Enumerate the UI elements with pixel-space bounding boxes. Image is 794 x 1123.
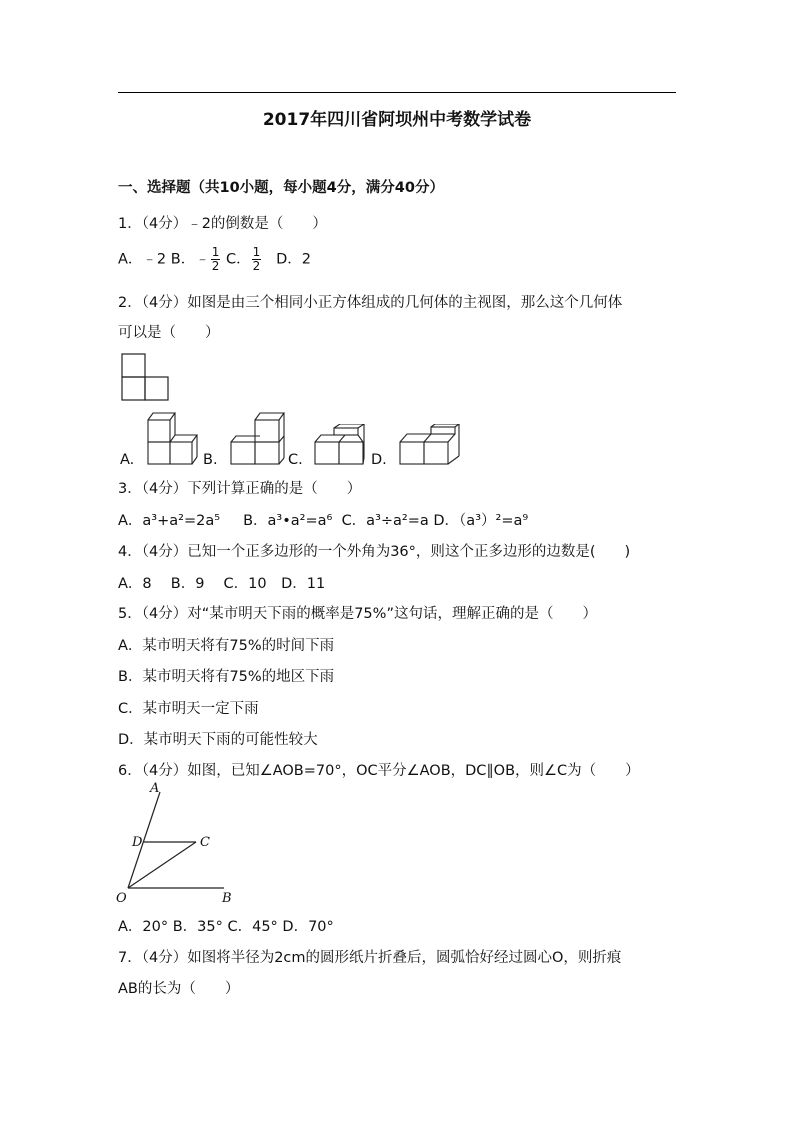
label-d: D (132, 835, 143, 850)
label-b: B (222, 891, 232, 906)
label-a: A (150, 781, 160, 796)
section-heading: 一、选择题（共10小题，每小题4分，满分40分） (118, 180, 444, 196)
q6-options: A．20° B．35° C．45° D．70° (118, 919, 334, 935)
q7-stem-line2: AB的长为（ ） (118, 981, 240, 997)
label-c: C (200, 835, 210, 850)
q1-option-b: B．﹣ (170, 251, 210, 268)
q2-option-a-figure (145, 408, 205, 468)
header-rule (118, 92, 676, 93)
q2-option-c-figure (312, 424, 372, 468)
q4-options: A．8 B．9 C．10 D．11 (118, 576, 326, 592)
q5-option-a: A．某市明天将有75%的时间下雨 (118, 638, 335, 654)
q2-option-d-figure (397, 424, 463, 468)
q2-option-a: A. (120, 452, 135, 468)
q2-stem-line2: 可以是（ ） (118, 325, 220, 341)
q1-option-d: D．2 (276, 251, 311, 268)
q6-stem: 6．（4分）如图，已知∠AOB=70°，OC平分∠AOB，DC∥OB，则∠C为（ ） (118, 763, 640, 779)
q5-option-d: D．某市明天下雨的可能性较大 (118, 732, 318, 748)
q2-option-d: D. (371, 452, 387, 468)
q3-option-d: D．（a³）²=a⁹ (433, 513, 529, 529)
q1-option-a: A．﹣2 (118, 251, 167, 268)
q5-option-b: B．某市明天将有75%的地区下雨 (118, 669, 335, 685)
q3-option-a: A．a³+a²=2a⁵ (118, 513, 221, 529)
q1-options (118, 246, 311, 273)
q5-option-c: C．某市明天一定下雨 (118, 701, 259, 717)
q3-option-c: C．a³÷a²=a (341, 513, 429, 529)
page-title: 2017年四川省阿坝州中考数学试卷 (262, 110, 532, 130)
q4-stem: 4．（4分）已知一个正多边形的一个外角为36°，则这个正多边形的边数是( ) (118, 544, 631, 560)
q1-option-c: C． (225, 251, 251, 268)
q1-stem: 1．（4分）﹣2的倒数是（ ） (118, 216, 327, 232)
q1-fraction-b: $\frac{1}{2}$ (211, 245, 220, 273)
q2-front-view-figure (120, 352, 170, 402)
label-o: O (116, 891, 127, 906)
q3-options (118, 509, 528, 530)
q6-angle-figure (114, 780, 244, 908)
q1-fraction-c: $\frac{1}{2}$ (252, 245, 261, 273)
q3-option-b: B．a³•a²=a⁶ (243, 513, 333, 529)
q2-option-b: B. (203, 452, 218, 468)
q5-stem: 5．（4分）对“某市明天下雨的概率是75%”这句话，理解正确的是（ ） (118, 606, 597, 622)
q2-option-b-figure (228, 408, 290, 468)
q2-option-c: C. (288, 452, 303, 468)
q7-stem-line1: 7．（4分）如图将半径为2cm的圆形纸片折叠后，圆弧恰好经过圆心O，则折痕 (118, 950, 622, 966)
q3-stem: 3．（4分）下列计算正确的是（ ） (118, 481, 362, 497)
q2-stem-line1: 2．（4分）如图是由三个相同小正方体组成的几何体的主视图，那么这个几何体 (118, 295, 623, 311)
